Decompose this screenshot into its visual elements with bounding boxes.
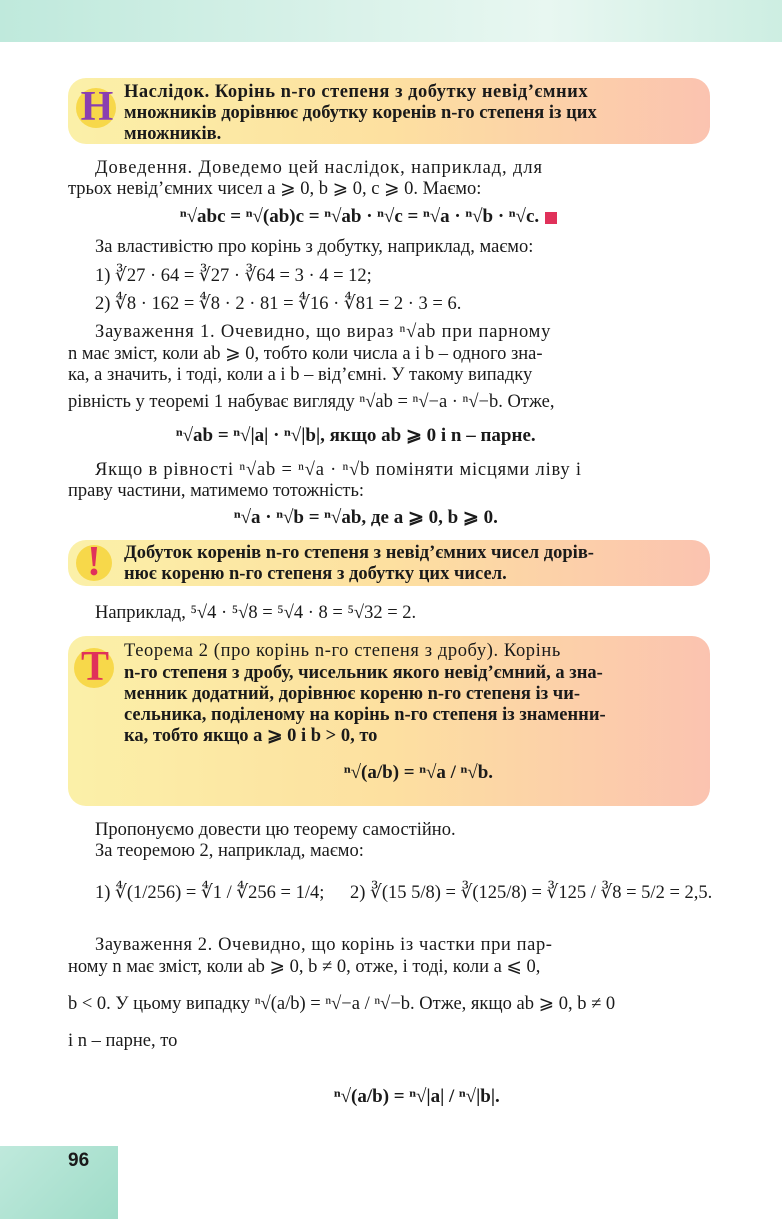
remark2-formula: ⁿ√(a/b) = ⁿ√|a| / ⁿ√|b|.	[334, 1086, 500, 1107]
consequence-badge-icon: Н	[80, 84, 114, 130]
theorem2-line-3: менник додатний, дорівнює кореню n-го степеня із чи-	[124, 684, 581, 704]
swap-line-1: Якщо в рівності ⁿ√ab = ⁿ√a · ⁿ√b поміняти місцями ліву і	[95, 460, 582, 480]
remark1-line-2: n має зміст, коли ab ⩾ 0, тобто коли числа a і b – одного зна-	[68, 344, 543, 364]
swap-line-2: праву частини, матимемо тотожність:	[68, 481, 365, 501]
top-decor-band	[0, 0, 782, 42]
remark2-line-1: Зауваження 2. Очевидно, що корінь із частки при пар-	[95, 935, 553, 955]
remark2-line-2: ному n має зміст, коли ab ⩾ 0, b ≠ 0, отже, і тоді, коли a ⩽ 0,	[68, 957, 541, 977]
theorem2-line-5: ка, тобто якщо a ⩾ 0 і b > 0, то	[124, 726, 378, 746]
examples1-ex1: 1) ∛27 · 64 = ∛27 · ∛64 = 3 · 4 = 12;	[95, 266, 372, 286]
selfproof-line-1: Пропонуємо довести цю теорему самостійно.	[95, 820, 456, 840]
proof-formula-text: ⁿ√abc = ⁿ√(ab)c = ⁿ√ab · ⁿ√c = ⁿ√a · ⁿ√b · ⁿ√c.	[180, 206, 540, 227]
selfproof-ex1: 1) ∜(1/256) = ∜1 / ∜256 = 1/4;	[95, 883, 325, 903]
swap-formula: ⁿ√a · ⁿ√b = ⁿ√ab, де a ⩾ 0, b ⩾ 0.	[234, 507, 498, 528]
warning-line-2: нює кореню n-го степеня з добутку цих чисел.	[124, 564, 507, 584]
theorem2-formula: ⁿ√(a/b) = ⁿ√a / ⁿ√b.	[344, 762, 494, 783]
selfproof-line-2: За теоремою 2, наприклад, маємо:	[95, 841, 364, 861]
theorem2-badge-icon: Т	[80, 644, 109, 690]
page-number: 96	[68, 1150, 90, 1171]
proof-line-2: трьох невід’ємних чисел a ⩾ 0, b ⩾ 0, c ⩾ 0. Маємо:	[68, 179, 482, 199]
remark2-line-4: і n – парне, то	[68, 1031, 178, 1051]
consequence-line-3: множників.	[124, 124, 222, 144]
theorem2-line-4: сельника, поділеному на корінь n-го степеня із знаменни-	[124, 705, 606, 725]
consequence-line-1: Наслідок. Корінь n-го степеня з добутку невід’ємних	[124, 82, 589, 102]
remark1-line-1: Зауваження 1. Очевидно, що вираз ⁿ√ab при парному	[95, 322, 552, 342]
examples1-ex2: 2) ∜8 · 162 = ∜8 · 2 · 81 = ∜16 · ∜81 = 2 · 3 = 6.	[95, 294, 462, 314]
proof-formula	[180, 206, 557, 228]
remark1-formula: ⁿ√ab = ⁿ√|a| · ⁿ√|b|, якщо ab ⩾ 0 і n – парне.	[176, 425, 536, 446]
examples1-intro: За властивістю про корінь з добутку, наприклад, маємо:	[95, 237, 534, 257]
end-of-proof-icon	[545, 212, 557, 224]
theorem2-line-2: n-го степеня з дробу, чисельник якого невід’ємний, а зна-	[124, 663, 603, 683]
theorem2-line-1: Теорема 2 (про корінь n-го степеня з дробу). Корінь	[124, 641, 561, 661]
remark2-line-3: b < 0. У цьому випадку ⁿ√(a/b) = ⁿ√−a / ⁿ√−b. Отже, якщо ab ⩾ 0, b ≠ 0	[68, 994, 616, 1014]
proof-line-1: Доведення. Доведемо цей наслідок, наприклад, для	[95, 158, 543, 178]
example2: Наприклад, ⁵√4 · ⁵√8 = ⁵√4 · 8 = ⁵√32 = 2.	[95, 603, 417, 623]
remark1-line-3: ка, а значить, і тоді, коли a і b – від’ємні. У такому випадку	[68, 365, 533, 385]
consequence-line-2: множників дорівнює добутку коренів n-го степеня із цих	[124, 103, 597, 123]
corner-decor	[0, 1146, 118, 1219]
remark1-line-4: рівність у теоремі 1 набуває вигляду ⁿ√ab = ⁿ√−a · ⁿ√−b. Отже,	[68, 392, 555, 412]
selfproof-ex2: 2) ∛(15 5/8) = ∛(125/8) = ∛125 / ∛8 = 5/2 = 2,5.	[350, 883, 713, 903]
warning-line-1: Добуток коренів n-го степеня з невід’ємних чисел дорів-	[124, 543, 594, 563]
exclamation-icon: !	[87, 539, 101, 585]
